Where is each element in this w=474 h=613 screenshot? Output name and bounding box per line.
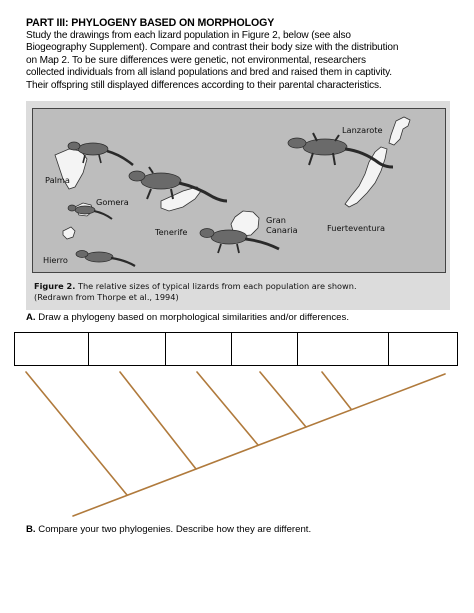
hierro-island [63, 227, 75, 239]
tree-branch [322, 372, 351, 409]
tree-branch [260, 372, 306, 427]
intro-line: on Map 2. To be sure differences were genetic, not environmental, researchers [26, 54, 366, 66]
intro-line: collected individuals from all island populations and bred and raised them in captivity. [26, 67, 392, 79]
intro-paragraph [26, 30, 456, 92]
label-gomera: Gomera [96, 197, 129, 207]
tree-trunk [73, 374, 445, 516]
caption-source: (Redrawn from Thorpe et al., 1994) [34, 292, 179, 302]
label-gran: Gran [266, 215, 286, 225]
label-fuerteventura: Fuerteventura [327, 223, 385, 233]
answer-box[interactable] [298, 333, 389, 365]
label-lanzarote: Lanzarote [342, 125, 383, 135]
figure-caption [34, 281, 444, 303]
answer-box[interactable] [166, 333, 232, 365]
question-a-text: Draw a phylogeny based on morphological similarities and/or differences. [35, 312, 349, 323]
caption-text: The relative sizes of typical lizards from each population are shown. [75, 281, 357, 291]
phylogeny-tree [0, 364, 474, 524]
question-b-text: Compare your two phylogenies. Describe how they are different. [35, 524, 312, 535]
question-a [26, 312, 349, 323]
label-tenerife: Tenerife [155, 227, 188, 237]
lizard-hierro [76, 251, 135, 267]
answer-box[interactable] [15, 333, 89, 365]
label-canaria: Canaria [266, 225, 298, 235]
tree-branch [197, 372, 258, 445]
tenerife-island [161, 187, 201, 211]
lanzarote-island [389, 117, 410, 145]
figure-2 [26, 101, 450, 310]
question-b [26, 524, 311, 535]
answer-box[interactable] [232, 333, 298, 365]
intro-line: Study the drawings from each lizard population in Figure 2, below (see also [26, 30, 351, 41]
intro-line: Their offspring still displayed differences according to their parental characteristics. [26, 79, 382, 91]
label-palma: Palma [45, 175, 70, 185]
answer-box-row [14, 332, 458, 366]
caption-label: Figure 2. [34, 281, 76, 291]
intro-line: Biogeography Supplement). Compare and contrast their body size with the distribution [26, 42, 399, 54]
island-lizard-map [32, 108, 446, 273]
answer-box[interactable] [389, 333, 457, 365]
lizard-gomera [68, 205, 112, 219]
label-hierro: Hierro [43, 255, 68, 265]
question-a-letter: A. [26, 312, 36, 323]
tree-branch [120, 372, 196, 469]
lizard-illustration [33, 109, 445, 272]
question-b-letter: B. [26, 524, 36, 535]
tree-branch [26, 372, 127, 495]
section-heading: PART III: PHYLOGENY BASED ON MORPHOLOGY [26, 17, 275, 29]
answer-box[interactable] [89, 333, 166, 365]
